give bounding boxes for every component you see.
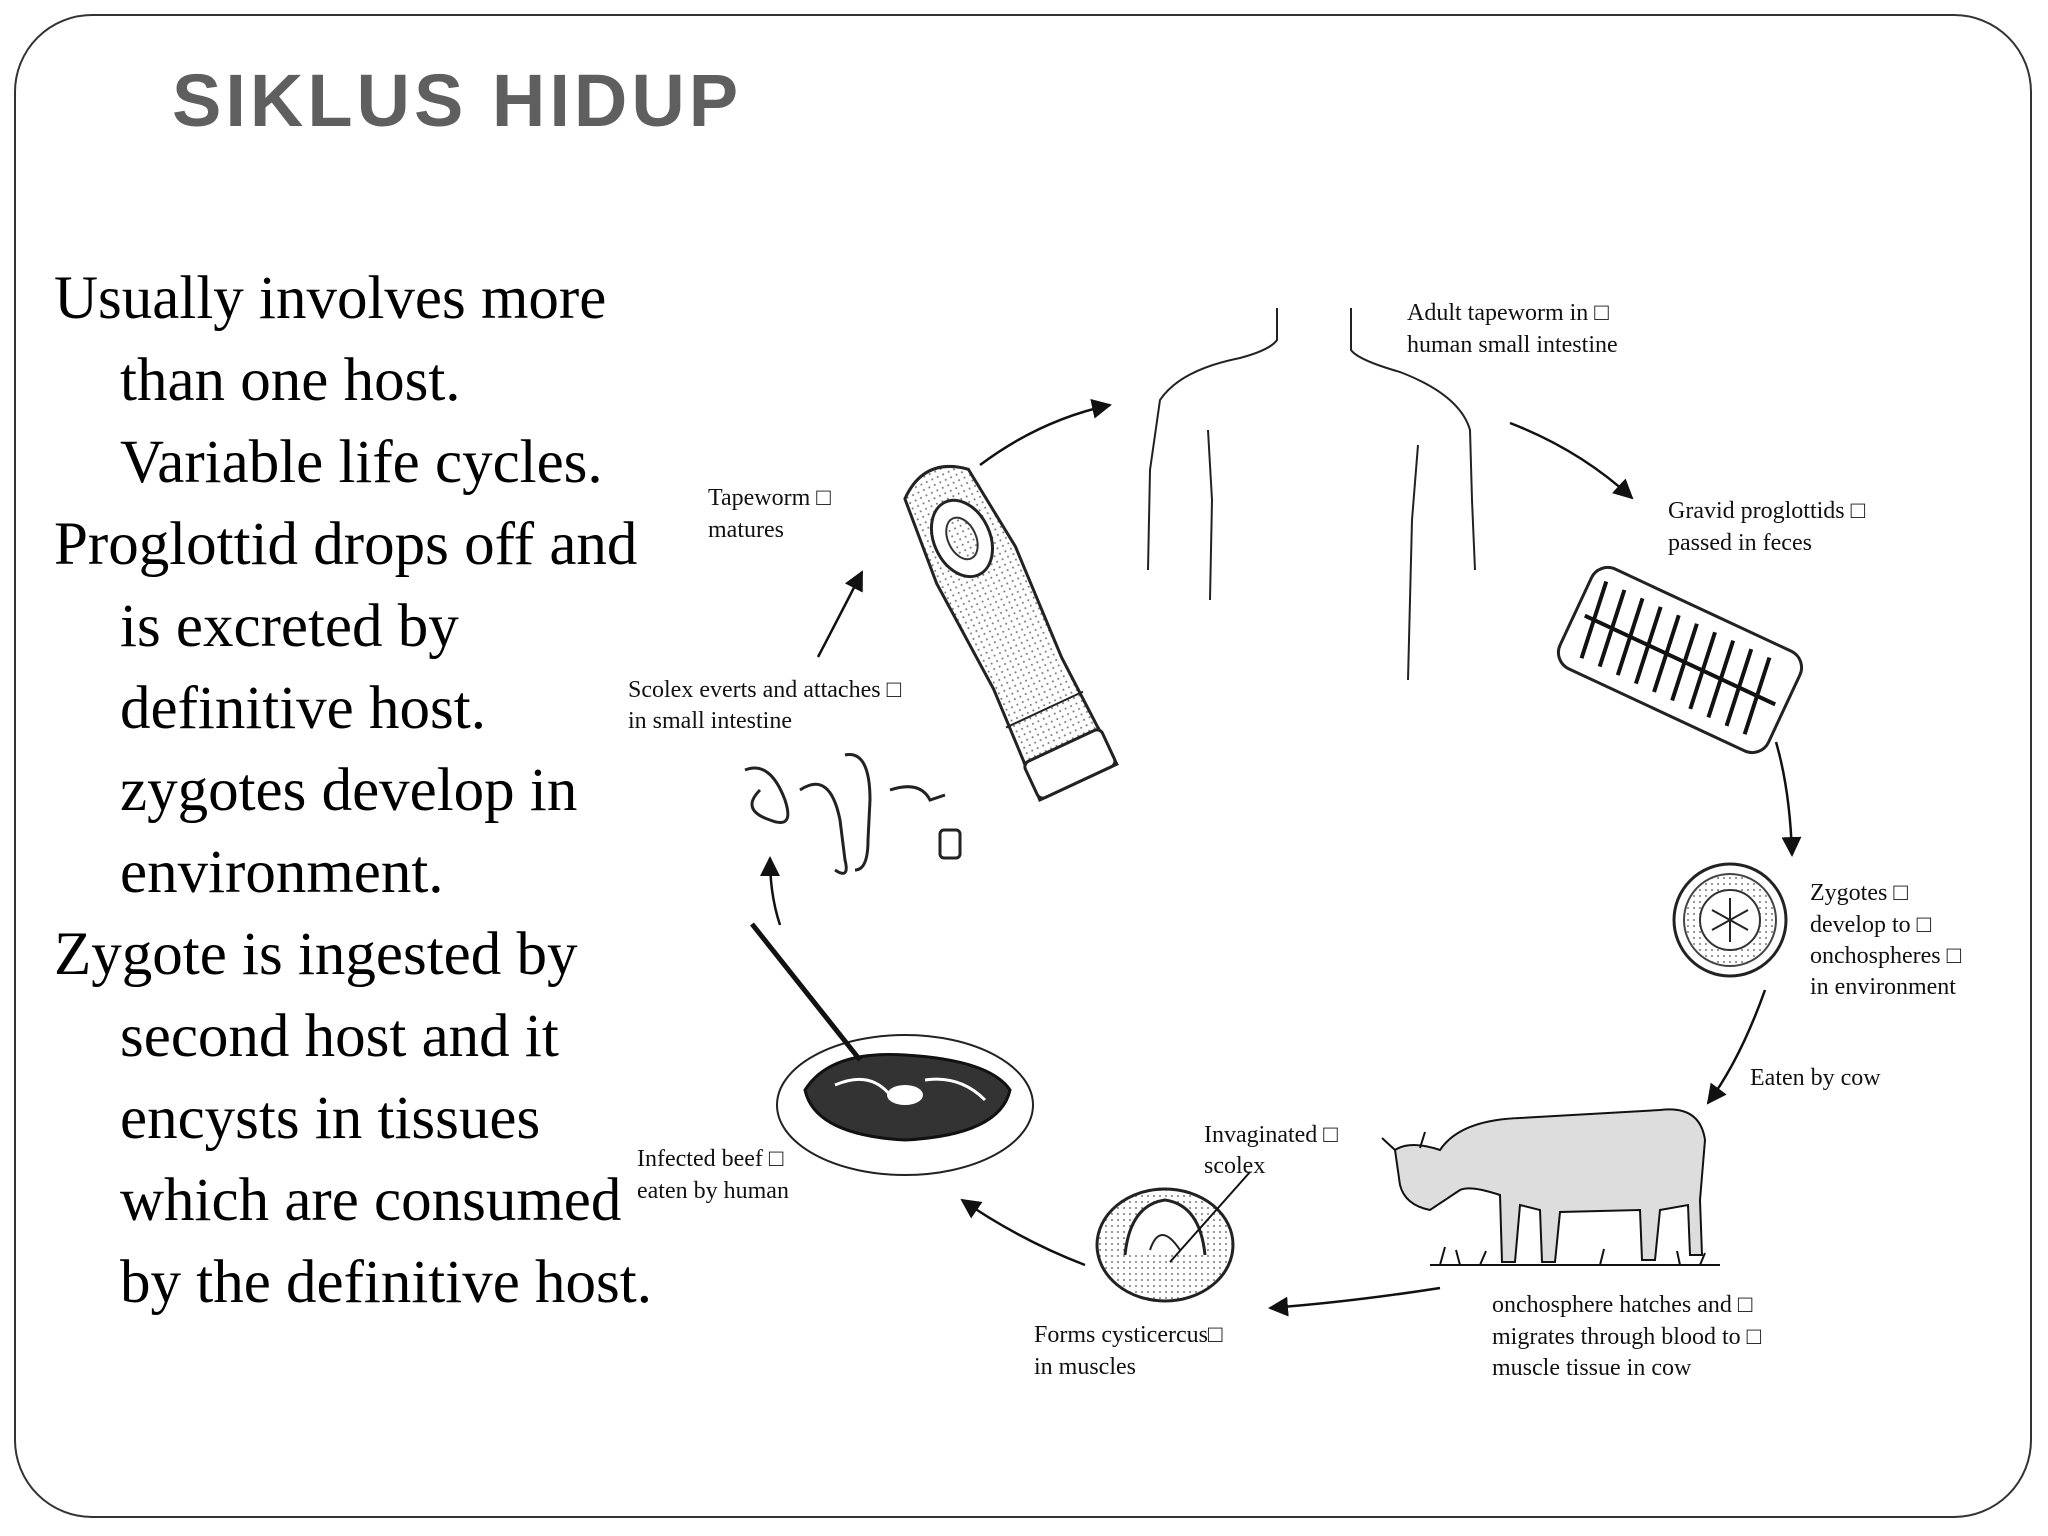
cysticercus-figure <box>1097 1172 1250 1301</box>
slide-title: SIKLUS HIDUP <box>172 59 743 142</box>
label-eaten-by-cow: Eaten by cow <box>1750 1065 1881 1091</box>
arrow-beef-to-segments <box>770 858 780 925</box>
label-forms-cysticercus: Forms cysticercus□ in muscles <box>1034 1322 1223 1380</box>
arrow-scolex-to-human <box>980 405 1110 465</box>
label-infected-beef: Infected beef □ eaten by human <box>637 1146 789 1204</box>
onchosphere-figure <box>1674 864 1786 976</box>
label-onchosphere-hatches: onchosphere hatches and □ migrates through blood to □ muscle tissue in cow <box>1492 1292 1762 1381</box>
label-zygotes: Zygotes □ develop to □ onchospheres □ in environment <box>1810 880 1962 1000</box>
arrow-cow-to-cysticercus <box>1270 1288 1440 1308</box>
arrow-cysticercus-to-beef <box>962 1200 1085 1265</box>
label-invaginated-scolex: Invaginated □ scolex <box>1204 1122 1338 1179</box>
beef-steak-figure <box>752 924 1033 1175</box>
human-torso-figure <box>1148 308 1475 680</box>
arrow-human-to-gravid <box>1510 423 1632 498</box>
tapeworm-scolex-figure <box>892 451 1117 800</box>
label-tapeworm-matures: Tapeworm □ matures <box>708 485 831 543</box>
label-scolex-everts: Scolex everts and attaches □ in small intestine <box>628 677 902 734</box>
bullet-2: Proglottid drops off and is excreted by definitive host. zygotes develop in environment. <box>54 511 638 906</box>
label-gravid-proglottids: Gravid proglottids □ passed in feces <box>1668 498 1866 556</box>
tapeworm-segments-figure <box>745 755 960 874</box>
arrow-segments-to-scolex <box>818 572 862 657</box>
gravid-proglottid-figure <box>1553 562 1808 759</box>
bullet-3: Zygote is ingested by second host and it encysts in tissues which are consumed by the definitive host. <box>54 921 652 1316</box>
arrow-gravid-to-zygote <box>1776 742 1792 855</box>
cow-figure <box>1382 1109 1720 1265</box>
label-adult-tapeworm: Adult tapeworm in □ human small intestine <box>1407 300 1618 358</box>
bullet-1: Usually involves more than one host. Variable life cycles. <box>54 265 607 496</box>
